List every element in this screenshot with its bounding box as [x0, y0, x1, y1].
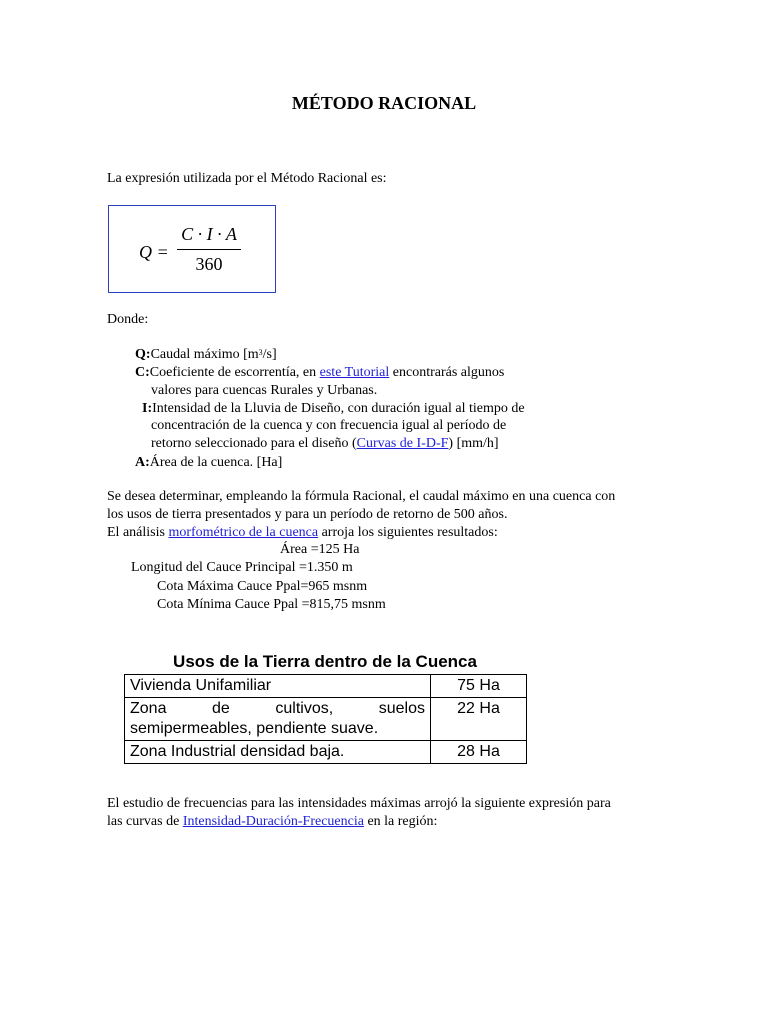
land-use-cell: Zona Industrial densidad baja. [125, 741, 431, 764]
problem-line-3 [107, 524, 498, 542]
fraction-bar [177, 249, 241, 250]
definition-key: C: [135, 365, 150, 380]
result-area: Área =125 Ha [280, 542, 360, 557]
land-area-cell: 22 Ha [431, 698, 527, 741]
land-use-cell: Vivienda Unifamiliar [125, 675, 431, 698]
superscript: 3 [258, 348, 263, 357]
definition-text: Caudal máximo [m [150, 347, 259, 362]
closing-text: las curvas de [107, 814, 183, 829]
land-use-table [124, 674, 527, 764]
page-title: MÉTODO RACIONAL [291, 93, 477, 113]
formula-fraction [177, 224, 241, 275]
result-cota-min: Cota Mínima Cauce Ppal =815,75 msnm [157, 597, 386, 612]
formula-lhs: Q = [139, 242, 169, 262]
problem-text: El análisis [107, 525, 169, 540]
problem-line-2: los usos de tierra presentados y para un período de retorno de 500 años. [107, 507, 508, 522]
land-area-cell: 75 Ha [431, 675, 527, 698]
land-use-title: Usos de la Tierra dentro de la Cuenca [173, 652, 477, 671]
result-longitud: Longitud del Cauce Principal =1.350 m [131, 560, 353, 575]
formula-box [108, 205, 276, 293]
formula-denominator: 360 [195, 254, 223, 274]
definition-text: retorno seleccionado para el diseño ( [151, 436, 357, 451]
definition-i-line3 [151, 435, 499, 453]
definition-key: Q: [135, 347, 151, 362]
table-row [125, 698, 527, 741]
definition-c-line2: valores para cuencas Rurales y Urbanas. [151, 383, 378, 398]
closing-line-2 [107, 813, 437, 831]
idf-curves-link[interactable]: Curvas de I-D-F [356, 436, 449, 451]
closing-line-1: El estudio de frecuencias para las intensidades máximas arrojó la siguiente expresión para [107, 796, 611, 811]
definition-text: Coeficiente de escorrentía, en [149, 365, 320, 380]
land-area-cell: 28 Ha [431, 741, 527, 764]
idf-link[interactable]: Intensidad-Duración-Frecuencia [182, 814, 364, 829]
definition-a [135, 454, 282, 472]
definition-text-tail: encontrarás algunos [389, 365, 505, 380]
table-row [125, 741, 527, 764]
formula-numerator: C · I · A [181, 224, 237, 244]
definition-key: I: [142, 401, 153, 416]
table-row [125, 675, 527, 698]
donde-label: Donde: [107, 312, 149, 327]
closing-text-tail: en la región: [363, 814, 438, 829]
definition-i-line2: concentración de la cuenca y con frecuencia igual al período de [151, 418, 507, 433]
definition-text-tail: ) [mm/h] [448, 436, 499, 451]
definition-i [142, 400, 525, 418]
definition-text: Intensidad de la Lluvia de Diseño, con duración igual al tiempo de [152, 401, 525, 416]
definition-c [135, 364, 504, 382]
definition-q [135, 346, 277, 364]
definition-key: A: [135, 455, 150, 470]
definition-text: Área de la cuenca. [Ha] [149, 455, 283, 470]
result-cota-max: Cota Máxima Cauce Ppal=965 msnm [157, 579, 368, 594]
problem-line-1: Se desea determinar, empleando la fórmula Racional, el caudal máximo en una cuenca con [107, 489, 616, 504]
land-use-cell: Zona de cultivos, suelos semipermeables, pendiente suave. [125, 698, 431, 741]
tutorial-link[interactable]: este Tutorial [319, 365, 390, 380]
problem-text-tail: arroja los siguientes resultados: [318, 525, 498, 540]
intro-text: La expresión utilizada por el Método Racional es: [107, 171, 387, 186]
definition-text-tail: /s] [262, 347, 277, 362]
morphometric-link[interactable]: morfométrico de la cuenca [168, 525, 319, 540]
